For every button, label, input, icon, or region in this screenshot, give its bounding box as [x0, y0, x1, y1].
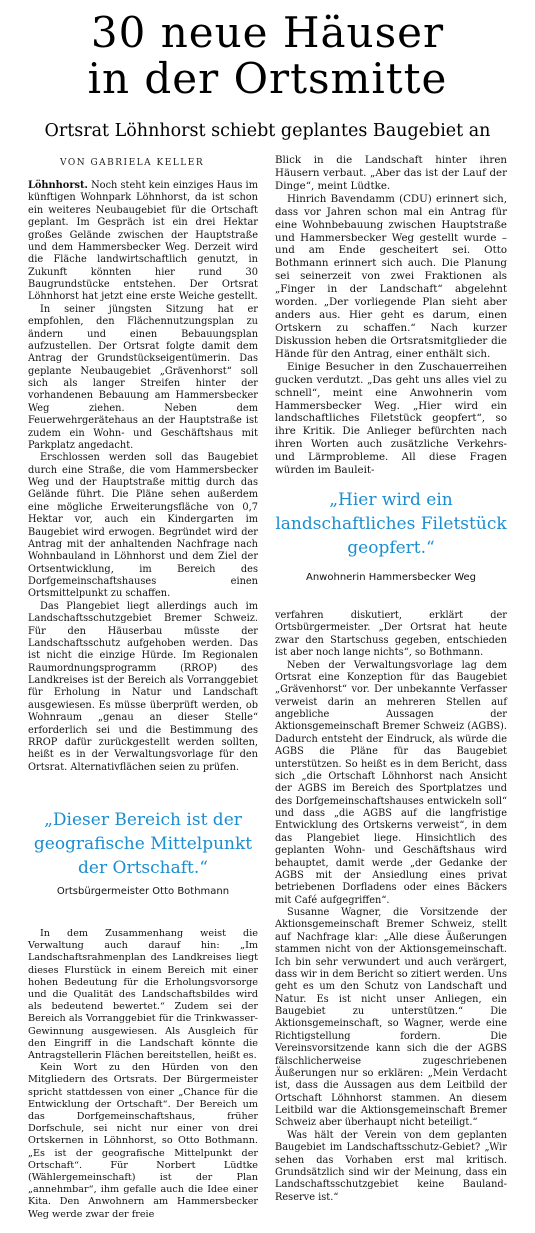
pull-quote-line: „Hier wird ein: [329, 490, 453, 510]
paragraph: Neben der Verwaltungsvorlage lag dem Ortsrat eine Konzeption für das Baugebiet „Grävenhorst“ vor. Der unbekannte Verfasser verweist darin an mehreren Stellen auf angebliche Aussagen der Aktionsgemeinschaft Bremer Schweiz (AGBS). Dadurch entsteht der Eindruck, als würde die AGBS die Pläne für das Baugebiet unterstützen. So heißt es in dem Bericht, dass sich „die Ortschaft Löhnhorst nach Ansicht der AGBS im Bereich des Sportplatzes und des Dorfgemeinschaftshauses entwickeln soll“ und dass „die AGBS auf die langfristige Entwicklung des Ortskerns verweist“, in dem das Plangebiet liege. Hinsichtlich des geplanten Wohn- und Geschäftshaus wird behauptet, damit werde „der Gedanke der AGBS mit der Ansiedlung eines privat betriebenen Dorfladens oder eines Bäckers mit Café aufgegriffen“.: [275, 659, 507, 906]
left-column-bottom: [28, 928, 258, 1221]
pull-quote-line: der Ortschaft.“: [78, 858, 208, 878]
paragraph: Susanne Wagner, die Vorsitzende der Aktionsgemeinschaft Bremer Schweiz, stellt auf Nachfrage klar: „Alle diese Äußerungen stammen nicht von der Aktionsgemeinschaft. Ich bin sehr verwundert und auch verärgert, dass wir in dem Bericht so zitiert werden. Uns geht es um den Schutz von Landschaft und Natur. Es ist nicht unser Anliegen, ein Baugebiet zu unterstützen.“ Die Aktionsgemeinschaft, so Wagner, werde eine Richtigstellung fordern. Die Vereinsvorsitzende kann sich die der AGBS fälschlicherweise zugeschriebenen Äußerungen nur so erklären: „Mein Verdacht ist, dass die Aussagen aus dem Leitbild der Ortschaft Löhnhorst stammen. An diesem Leitbild war die Aktionsgemeinschaft Bremer Schweiz aber überhaupt nicht beteiligt.“: [275, 907, 507, 1129]
pull-quote-line: „Dieser Bereich ist der: [44, 810, 242, 830]
paragraph: Kein Wort zu den Hürden von den Mitgliedern des Ortsrats. Der Bürgermeister spricht stattdessen von einer „Chance für die Entwicklung der Ortschaft“. Der Bereich um das Dorfgemeinschaftshaus, früher Dorfschule, sei nicht nur einer von drei Ortskernen in Löhnhorst, so Otto Bothmann. „Es ist der geografische Mittelpunkt der Ortschaft“. Für Norbert Lüdtke (Wählergemeinschaft) ist der Plan „annehmbar“, ihm gefalle auch die Idee einer Kita. Den Anwohnern am Hammersbecker Weg werde zwar der freie: [28, 1062, 258, 1220]
pull-quote-attribution: Ortsbürgermeister Otto Bothmann: [56, 886, 230, 897]
headline: [0, 10, 535, 102]
paragraph: Erschlossen werden soll das Baugebiet durch eine Straße, die vom Hammersbecker Weg und der Hauptstraße mittig durch das Gelände führt. Die Pläne sehen außerdem eine mögliche Erweiterungsfläche von 0,7 Hektar vor, auch ein Kindergarten im Baugebiet wird erwogen. Begründet wird der Antrag mit der anhaltenden Nachfrage nach Wohnbauland in Löhnhorst und dem Ziel der Ortsentwicklung, im Bereich des Dorfgemeinschaftshauses einen Ortsmittelpunkt zu schaffen.: [28, 452, 258, 600]
paragraph: Einige Besucher in den Zuschauerreihen gucken verdutzt. „Das geht uns alles viel zu schnell“, meint eine Anwohnerin vom Hammersbecker Weg. „Hier wird ein landschaftliches Filetstück geopfert“, so ihre Kritik. Die Anlieger befürchten nach ihren Worten auch zusätzliche Verkehrs- und Lärmprobleme. All diese Fragen würden im Bauleit-: [275, 360, 507, 477]
paragraph-text: Noch steht kein einziges Haus im künftigen Wohnpark Löhnhorst, da ist schon ein weiteres Neubaugebiet für die Ortschaft geplant. Im Gespräch ist ein drei Hektar großes Gelände zwischen der Hauptstraße und dem Hammersbecker Weg. Derzeit wird die Fläche landwirtschaftlich genutzt, in Zukunft könnten hier rund 30 Baugrundstücke entstehen. Der Ortsrat Löhnhorst hat jetzt eine erste Weiche gestellt.: [28, 180, 258, 303]
right-column-top: [275, 154, 507, 477]
paragraph: [28, 180, 258, 304]
subheadline: Ortsrat Löhnhorst schiebt geplantes Baugebiet an: [44, 121, 491, 141]
paragraph: verfahren diskutiert, erklärt der Ortsbürgermeister. „Der Ortsrat hat heute zwar den Startschuss gegeben, entschieden ist aber noch lange nichts“, so Bothmann.: [275, 610, 507, 659]
paragraph: Blick in die Landschaft hinter ihren Häusern verbaut. „Aber das ist der Lauf der Dinge“, meint Lüdtke.: [275, 154, 507, 192]
pull-quote-line: geografische Mittelpunkt: [33, 834, 253, 854]
paragraph: Das Plangebiet liegt allerdings auch im Landschaftsschutzgebiet Bremer Schweiz. Für den Häuserbau müsste der Landschaftsschutz aufgehoben werden. Das ist nicht die einzige Hürde. Im Regionalen Raumordnungsprogramm (RROP) des Landkreises ist der Bereich als Vorranggebiet für Erholung in Natur und Landschaft ausgewiesen. Es müsse überprüft werden, ob Wohnraum „genau an dieser Stelle“ erforderlich sei und die Bestimmung des RROP dafür zurückgestellt werden sollten, heißt es in der Verwaltungsvorlage für den Ortsrat. Alternativflächen seien zu prüfen.: [28, 600, 258, 773]
left-column-top: [28, 180, 258, 774]
headline-line-2: in der Ortsmitte: [87, 54, 448, 103]
paragraph: Was hält der Verein von dem geplanten Baugebiet im Landschaftsschutz-Gebiet? „Wir sehen das Vorhaben erst mal kritisch. Grundsätzlich sind wir der Meinung, dass ein Landschaftsschutzgebiet keine Bauland-Reserve ist.“: [275, 1129, 507, 1203]
pull-quote-line: geopfert.“: [347, 538, 435, 558]
pull-quote-line: landschaftliches Filetstück: [275, 514, 507, 534]
pull-quote-bothmann: [28, 808, 258, 880]
headline-line-1: 30 neue Häuser: [90, 8, 445, 57]
right-column-bottom: [275, 610, 507, 1204]
pull-quote-attribution: Anwohnerin Hammersbecker Weg: [306, 572, 476, 583]
paragraph: In dem Zusammenhang weist die Verwaltung auch darauf hin: „Im Landschaftsrahmenplan des Landkreises liegt dieses Flurstück in einem Bereich mit einer hohen Bedeutung für die Erholungsvorsorge und die Qualität des Landschaftsbildes wird als bedeutend bewertet.“ Zudem sei der Bereich als Vorranggebiet für die Trinkwasser-Gewinnung ausgewiesen. Als Ausgleich für den Eingriff in die Landschaft könnte die Antragstellerin Flächen bereitstellen, heißt es.: [28, 928, 258, 1062]
pull-quote-anwohnerin: [275, 488, 507, 560]
paragraph: In seiner jüngsten Sitzung hat er empfohlen, den Flächennutzungsplan zu ändern und einen Bebauungsplan aufzustellen. Der Ortsrat folgte damit dem Antrag der Grundstückseigentümerin. Das geplante Neubaugebiet „Grävenhorst“ soll sich als langer Streifen hinter der vorhandenen Bebauung am Hammersbecker Weg ziehen. Neben dem Feuerwehrgerätehaus an der Hauptstraße ist zudem ein Wohn- und Geschäftshaus mit Parkplatz angedacht.: [28, 303, 258, 451]
dateline: Löhnhorst.: [28, 180, 88, 191]
byline: VON GABRIELA KELLER: [60, 158, 205, 168]
paragraph: Hinrich Bavendamm (CDU) erinnert sich, dass vor Jahren schon mal ein Antrag für eine Wohnbebauung zwischen Hauptstraße und Hammersbecker Weg gestellt wurde – und am Ende gescheitert sei. Otto Bothmann erinnert sich auch. Die Planung sei seinerzeit von zwei Fraktionen als „Finger in der Landschaft“ abgelehnt worden. „Der vorliegende Plan sieht aber anders aus. Hier geht es darum, einen Ortskern zu schaffen.“ Nach kurzer Diskussion heben die Ortsratsmitglieder die Hände für den Antrag, einer enthält sich.: [275, 192, 507, 360]
